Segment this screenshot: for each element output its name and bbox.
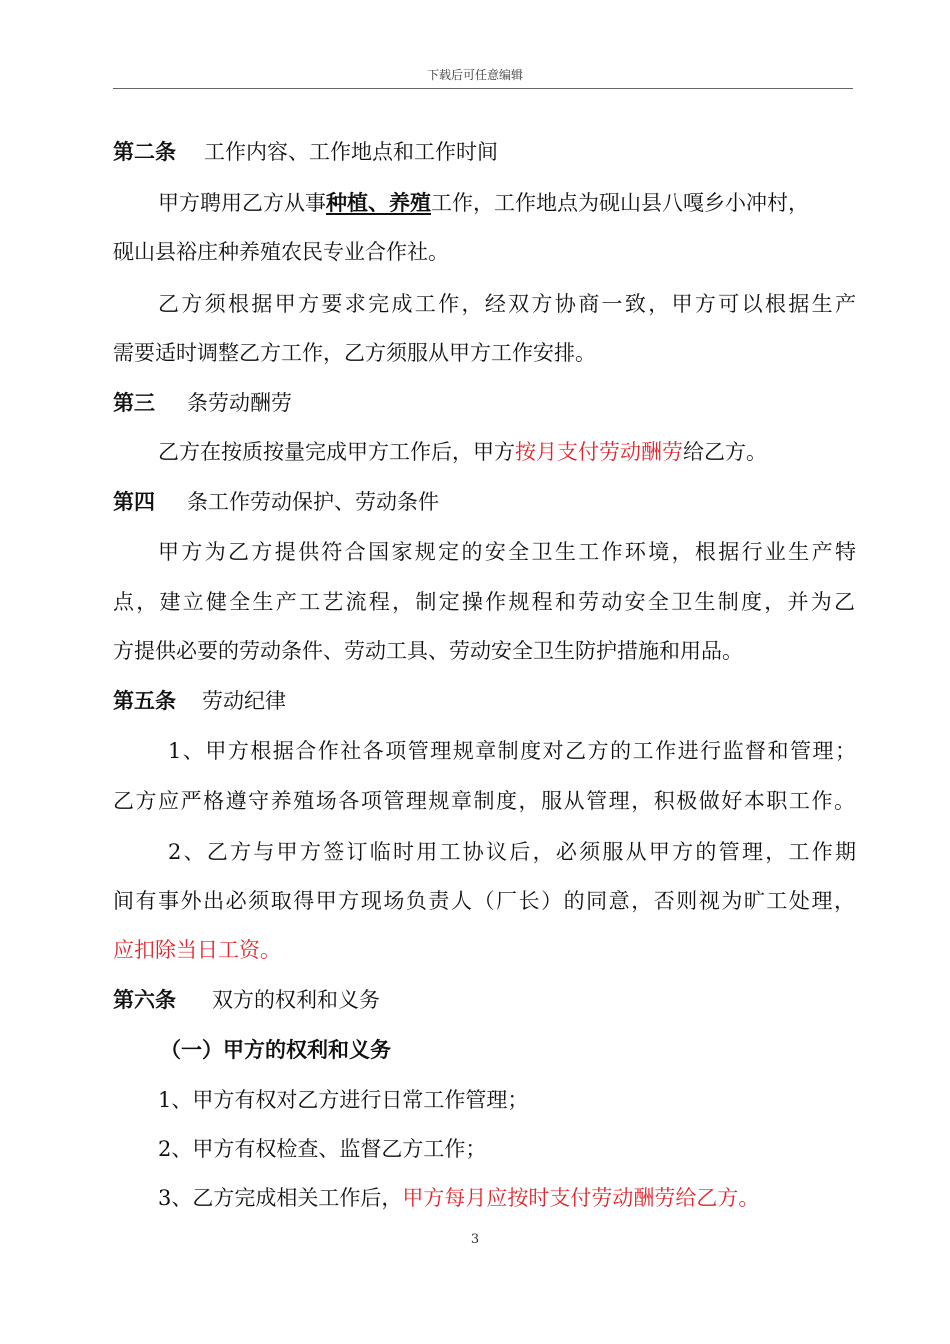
article-2-paragraph-2-line-1: 乙方须根据甲方要求完成工作，经双方协商一致，甲方可以根据生产 <box>158 292 856 316</box>
article-3-title: 条劳动酬劳 <box>187 391 292 415</box>
article-4-line-3: 方提供必要的劳动条件、劳动工具、劳动安全卫生防护措施和用品。 <box>113 639 743 663</box>
work-type-highlight: 种植、养殖 <box>326 190 431 215</box>
article-6-title: 双方的权利和义务 <box>212 988 380 1012</box>
article-6-item-1: 1、甲方有权对乙方进行日常工作管理； <box>158 1088 529 1112</box>
article-2-heading: 第二条 <box>113 139 176 164</box>
article-5-title: 劳动纪律 <box>202 689 286 713</box>
article-2-heading-line <box>113 137 855 167</box>
article-5-item-2-line-3: 应扣除当日工资。 <box>113 938 281 962</box>
article-5-item-2-line-2: 间有事外出必须取得甲方现场负责人（厂长）的同意，否则视为旷工处理， <box>113 889 855 913</box>
article-5-heading-line <box>113 686 855 716</box>
monthly-payment-highlight: 甲方每月应按时支付劳动酬劳给乙方。 <box>402 1186 760 1210</box>
article-4-heading-line <box>113 487 855 517</box>
article-6-heading: 第六条 <box>113 987 176 1012</box>
article-3-paragraph: 乙方在按质按量完成甲方工作后，甲方按月支付劳动酬劳给乙方。 <box>158 440 767 464</box>
article-4-title: 条工作劳动保护、劳动条件 <box>187 490 439 514</box>
article-4-heading: 第四 <box>113 489 155 514</box>
article-2-paragraph-1-line-1: 甲方聘用乙方从事种植、养殖工作，工作地点为砚山县八嘎乡小冲村， <box>158 190 809 215</box>
article-3-heading-line <box>113 388 855 418</box>
page-header: 下载后可任意编辑 <box>426 68 523 82</box>
article-5-item-1-line-2: 乙方应严格遵守养殖场各项管理规章制度，服从管理，积极做好本职工作。 <box>113 789 855 813</box>
article-2-paragraph-1-line-2: 砚山县裕庄种养殖农民专业合作社。 <box>113 240 449 264</box>
article-5-heading: 第五条 <box>113 688 176 713</box>
article-4-line-1: 甲方为乙方提供符合国家规定的安全卫生工作环境，根据行业生产特 <box>158 540 856 564</box>
article-6-heading-line <box>113 985 855 1015</box>
article-4-line-2: 点，建立健全生产工艺流程，制定操作规程和劳动安全卫生制度，并为乙 <box>113 590 855 614</box>
article-5-item-2-line-1: 2、乙方与甲方签订临时用工协议后，必须服从甲方的管理，工作期 <box>168 840 856 864</box>
page-number: 3 <box>470 1232 480 1247</box>
article-6-item-2: 2、甲方有权检查、监督乙方工作； <box>158 1137 487 1161</box>
article-2-paragraph-2-line-2: 需要适时调整乙方工作，乙方须服从甲方工作安排。 <box>113 341 596 365</box>
article-6-subheading-1: （一）甲方的权利和义务 <box>160 1037 391 1062</box>
article-5-item-1-line-1: 1、甲方根据合作社各项管理规章制度对乙方的工作进行监督和管理； <box>168 739 856 763</box>
article-2-title: 工作内容、工作地点和工作时间 <box>204 140 498 164</box>
header-rule <box>113 88 853 89</box>
article-3-heading: 第三 <box>113 390 155 415</box>
payment-highlight: 按月支付劳动酬劳 <box>515 440 683 464</box>
article-6-item-3: 3、乙方完成相关工作后，甲方每月应按时支付劳动酬劳给乙方。 <box>158 1186 760 1210</box>
